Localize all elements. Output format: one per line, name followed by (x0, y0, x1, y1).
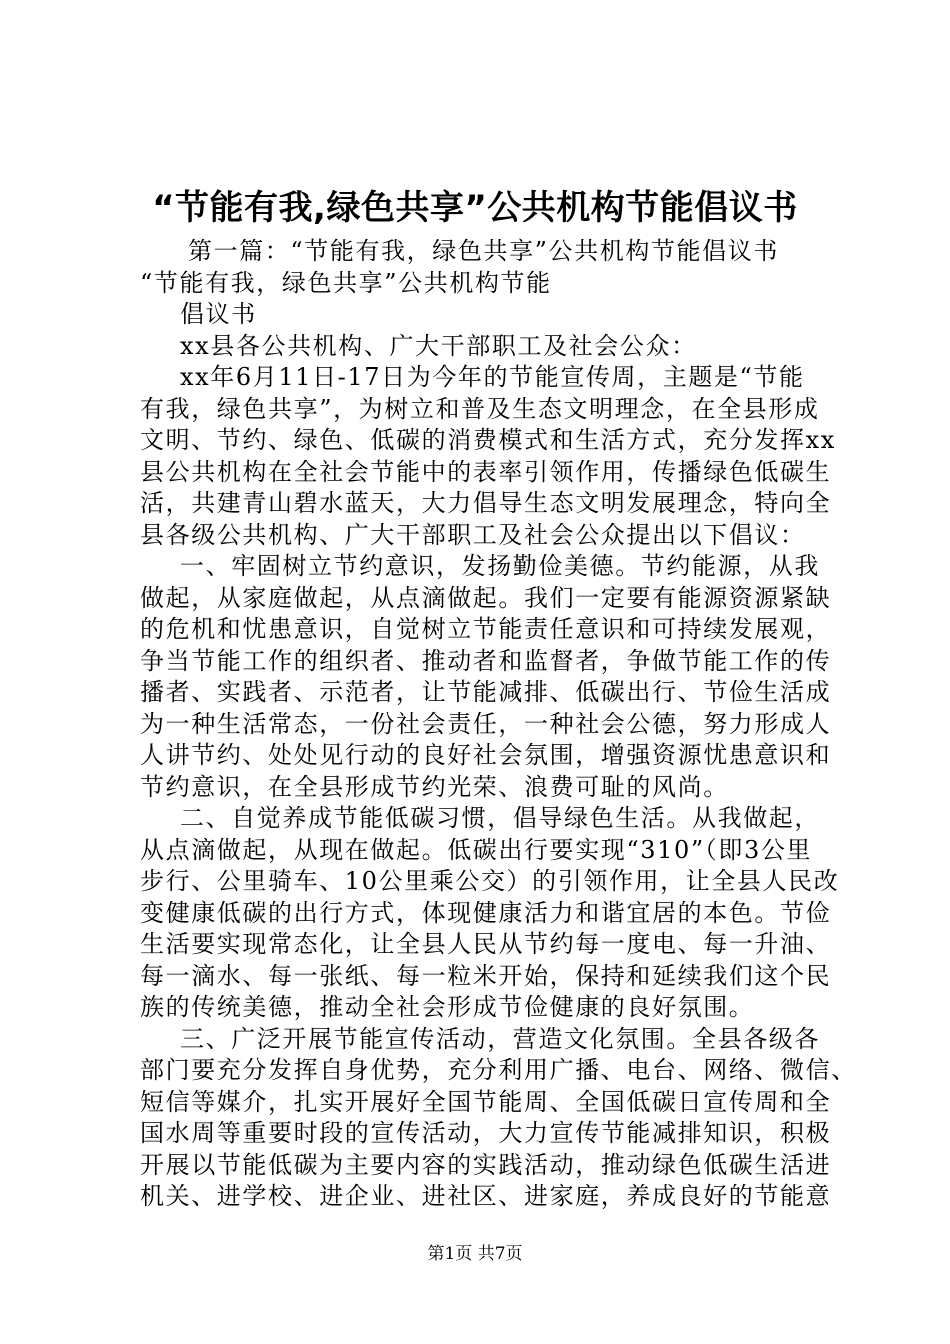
paragraph-line: 第一篇：“节能有我，绿色共享”公共机构节能倡议书 (188, 237, 779, 265)
paragraph-line: 文明、节约、绿色、低碳的消费模式和生活方式，充分发挥xx (140, 426, 836, 454)
paragraph-line: 做起，从家庭做起，从点滴做起。我们一定要有能源资源紧缺 (140, 583, 832, 612)
paragraph-line: “节能有我，绿色共享”公共机构节能 (140, 268, 552, 297)
paragraph-line: 步行、公里骑车、10公里乘公交）的引领作用，让全县人民改 (140, 867, 840, 895)
paragraph-line: 族的传统美德，推动全社会形成节俭健康的良好氛围。 (140, 993, 755, 1021)
paragraph-line: 县各级公共机构、广大干部职工及社会公众提出以下倡议： (140, 520, 806, 549)
paragraph-line: 二、自觉养成节能低碳习惯，倡导绿色生活。从我做起， (180, 804, 820, 832)
paragraph-line: 部门要充分发挥自身优势，充分利用广播、电台、网络、微信、 (140, 1056, 857, 1084)
page-footer: 第1页 共7页 (427, 1244, 523, 1264)
document-title: “节能有我,绿色共享”公共机构节能倡议书 (152, 188, 798, 228)
paragraph-line: 为一种生活常态，一份社会责任，一种社会公德，努力形成人 (140, 709, 832, 738)
paragraph-line: 争当节能工作的组织者、推动者和监督者，争做节能工作的传 (140, 646, 832, 675)
paragraph-line: 每一滴水、每一张纸、每一粒米开始，保持和延续我们这个民 (140, 961, 832, 990)
paragraph-line: 活，共建青山碧水蓝天，大力倡导生态文明发展理念，特向全 (140, 489, 832, 517)
paragraph-line: 人讲节约、处处见行动的良好社会氛围，增强资源忧患意识和 (140, 741, 832, 769)
paragraph-line: 三、广泛开展节能宣传活动，营造文化氛围。全县各级各 (180, 1024, 820, 1053)
paragraph-line: 机关、进学校、进企业、进社区、进家庭，养成良好的节能意 (140, 1182, 832, 1210)
document-body (140, 236, 860, 1213)
paragraph-line: 有我，绿色共享”，为树立和普及生态文明理念，在全县形成 (140, 394, 820, 423)
paragraph-line: 倡议书 (180, 300, 257, 328)
paragraph-line: 播者、实践者、示范者，让节能减排、低碳出行、节俭生活成 (140, 678, 832, 706)
paragraph-line: 变健康低碳的出行方式，体现健康活力和谐宜居的本色。节俭 (140, 898, 832, 927)
paragraph-line: 一、牢固树立节约意识，发扬勤俭美德。节约能源，从我 (180, 552, 820, 580)
paragraph-line: 开展以节能低碳为主要内容的实践活动，推动绿色低碳生活进 (140, 1150, 832, 1179)
paragraph-line: 生活要实现常态化，让全县人民从节约每一度电、每一升油、 (140, 930, 832, 958)
paragraph-line: 的危机和忧患意识，自觉树立节能责任意识和可持续发展观， (140, 615, 832, 643)
paragraph-line: 国水周等重要时段的宣传活动，大力宣传节能减排知识，积极 (140, 1119, 832, 1147)
paragraph-line: xx县各公共机构、广大干部职工及社会公众： (180, 331, 697, 360)
paragraph-line: 从点滴做起，从现在做起。低碳出行要实现“310”（即3公里 (140, 835, 813, 864)
paragraph-line: xx年6月11日-17日为今年的节能宣传周，主题是“节能 (180, 363, 805, 391)
paragraph-line: 节约意识，在全县形成节约光荣、浪费可耻的风尚。 (140, 772, 729, 801)
paragraph-line: 短信等媒介，扎实开展好全国节能周、全国低碳日宣传周和全 (140, 1087, 832, 1116)
paragraph-line: 县公共机构在全社会节能中的表率引领作用，传播绿色低碳生 (140, 457, 832, 486)
